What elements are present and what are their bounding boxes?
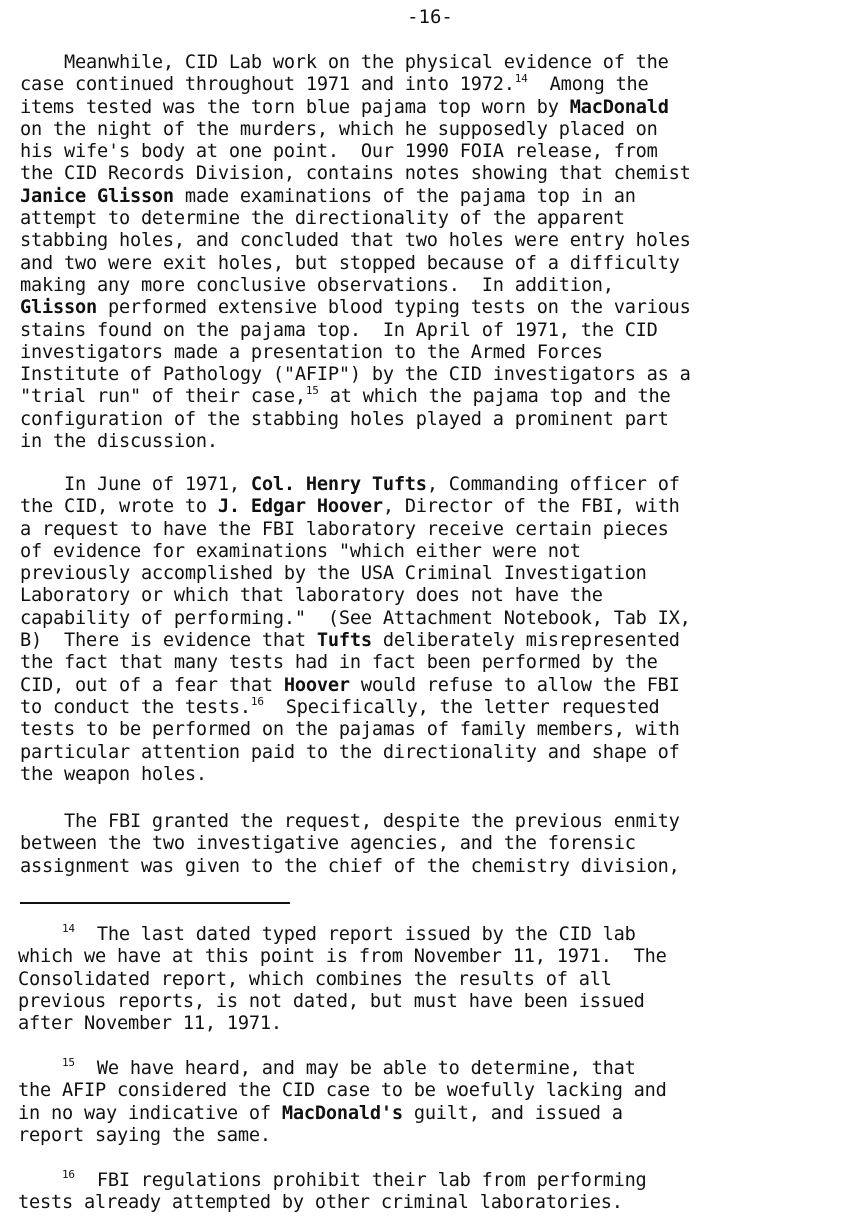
text-run: FBI regulations prohibit their lab from performing	[74, 1170, 647, 1191]
text-line	[20, 386, 850, 408]
footnote-marker: 15	[61, 1056, 75, 1069]
text-line	[18, 1192, 848, 1214]
text-line	[20, 186, 850, 208]
text-run: tests already attempted by other criminal laboratories.	[18, 1192, 623, 1214]
text-run: the CID Records Division, contains notes showing that chemist	[20, 163, 691, 185]
bold-name: Tufts	[316, 630, 372, 652]
footnote-marker: 14	[514, 72, 528, 86]
text-line	[20, 409, 850, 431]
text-run: the CID, wrote to	[20, 496, 218, 518]
text-run: performed extensive blood typing tests on the various	[96, 297, 691, 319]
text-run: previously accomplished by the USA Criminal Investigation	[20, 563, 647, 585]
text-run: "trial run" of their case,	[20, 386, 306, 408]
text-run: attempt to determine the directionality of the apparent	[20, 208, 625, 230]
bold-name: Glisson	[20, 297, 97, 319]
text-line	[20, 764, 850, 786]
paragraph-tufts-letter	[20, 474, 850, 786]
bold-name: MacDonald's	[281, 1102, 403, 1124]
text-run	[18, 1058, 62, 1079]
text-line	[20, 719, 850, 741]
text-line	[18, 1125, 848, 1147]
text-run: items tested was the torn blue pajama top worn by	[20, 96, 570, 118]
text-run: of evidence for examinations "which either were not	[20, 540, 581, 562]
text-line	[20, 253, 850, 275]
text-run: particular attention paid to the directionality and shape of	[20, 741, 680, 763]
text-run: stabbing holes, and concluded that two holes were entry holes	[20, 230, 691, 252]
text-line	[20, 496, 850, 518]
text-run: In June of 1971,	[20, 474, 251, 495]
text-line	[20, 163, 850, 185]
page-number: -16-	[407, 6, 453, 28]
text-line	[18, 1170, 848, 1192]
text-line	[20, 856, 850, 878]
text-line	[18, 1080, 848, 1102]
text-line	[20, 474, 850, 496]
text-line	[20, 541, 850, 563]
footnote-marker: 15	[305, 384, 319, 398]
text-run: in the discussion.	[20, 431, 218, 453]
text-run: between the two investigative agencies, and the forensic	[20, 833, 636, 855]
footnote-16	[18, 1170, 848, 1215]
text-line	[20, 652, 850, 674]
text-run: after November 11, 1971.	[18, 1013, 282, 1035]
text-line	[20, 364, 850, 386]
text-run: Among the	[527, 74, 649, 96]
paragraph-pajama-evidence	[20, 52, 850, 453]
text-run: Institute of Pathology ("AFIP") by the CID investigators as a	[20, 364, 691, 386]
text-line	[20, 208, 850, 230]
text-line	[18, 924, 848, 946]
text-run: at which the pajama top and the	[318, 386, 671, 408]
text-line	[18, 1013, 848, 1035]
text-run: made examinations of the pajama top in an	[173, 185, 636, 207]
text-run: CID, out of a fear that	[20, 674, 284, 696]
bold-name: Col. Henry Tufts	[250, 474, 427, 495]
text-line	[20, 694, 850, 719]
text-run: Laboratory or which that laboratory does not have the	[20, 585, 603, 607]
text-run	[18, 924, 62, 945]
text-run: on the night of the murders, which he supposedly placed on	[20, 118, 658, 140]
text-line	[20, 563, 850, 585]
text-run: , Commanding officer of	[426, 474, 680, 495]
text-run: tests to be performed on the pajamas of family members, with	[20, 719, 680, 741]
text-run: investigators made a presentation to the Armed Forces	[20, 341, 603, 363]
text-run: the fact that many tests had in fact been performed by the	[20, 652, 658, 674]
text-run: configuration of the stabbing holes played a prominent part	[20, 408, 669, 430]
text-line	[20, 119, 850, 141]
text-run: and two were exit holes, but stopped because of a difficulty	[20, 252, 680, 274]
text-line	[20, 431, 850, 453]
text-line	[20, 811, 850, 833]
text-run: previous reports, is not dated, but must have been issued	[18, 990, 645, 1012]
text-line	[20, 342, 850, 364]
text-run: in no way indicative of	[18, 1102, 282, 1124]
text-line	[18, 991, 848, 1013]
text-line	[18, 1058, 848, 1080]
text-run: Meanwhile, CID Lab work on the physical evidence of the	[20, 52, 669, 73]
footnote-marker: 16	[250, 694, 264, 708]
text-line	[20, 230, 850, 252]
text-line	[20, 52, 850, 74]
text-run: The FBI granted the request, despite the previous enmity	[20, 811, 680, 832]
footnote-divider	[20, 902, 290, 904]
text-run: report saying the same.	[18, 1124, 271, 1146]
text-run	[18, 1170, 62, 1191]
text-run: his wife's body at one point. Our 1990 FOIA release, from	[20, 141, 658, 163]
text-run: Specifically, the letter requested	[263, 696, 660, 718]
text-run: making any more conclusive observations. In addition,	[20, 274, 614, 296]
text-run: the AFIP considered the CID case to be woefully lacking and	[18, 1080, 667, 1102]
bold-name: J. Edgar Hoover	[217, 496, 383, 518]
text-line	[20, 74, 850, 96]
text-run: assignment was given to the chief of the chemistry division,	[20, 855, 680, 877]
text-run: to conduct the tests.	[20, 696, 251, 718]
text-line	[20, 320, 850, 342]
text-run: deliberately misrepresented	[371, 630, 680, 652]
text-run: the weapon holes.	[20, 763, 207, 785]
text-run: Consolidated report, which combines the results of all	[18, 968, 612, 990]
text-line	[20, 519, 850, 541]
footnote-14	[18, 924, 848, 1035]
text-run: capability of performing." (See Attachment Notebook, Tab IX,	[20, 607, 691, 629]
text-line	[20, 675, 850, 697]
text-line	[18, 946, 848, 968]
text-line	[20, 275, 850, 297]
text-run: which we have at this point is from November 11, 1971. The	[18, 946, 667, 968]
text-line	[18, 969, 848, 991]
text-run: The last dated typed report issued by the CID lab	[74, 924, 636, 945]
bold-name: MacDonald	[569, 96, 669, 118]
bold-name: Janice Glisson	[20, 185, 174, 207]
footnote-marker: 14	[61, 922, 75, 935]
footnote-15	[18, 1058, 848, 1147]
text-run: case continued throughout 1971 and into 1972.	[20, 74, 515, 96]
text-run: would refuse to allow the FBI	[349, 674, 680, 696]
text-run: We have heard, and may be able to determine, that	[74, 1058, 636, 1079]
text-line	[20, 608, 850, 630]
text-line	[20, 630, 850, 652]
text-line	[20, 297, 850, 319]
text-run: guilt, and issued a	[402, 1102, 623, 1124]
text-line	[20, 141, 850, 163]
text-run: , Director of the FBI, with	[382, 496, 680, 518]
text-line	[20, 97, 850, 119]
text-run: a request to have the FBI laboratory receive certain pieces	[20, 518, 669, 540]
bold-name: Hoover	[283, 674, 350, 696]
text-run: stains found on the pajama top. In April of 1971, the CID	[20, 319, 658, 341]
text-line	[20, 585, 850, 607]
paragraph-fbi-granted	[20, 811, 850, 878]
text-line	[20, 742, 850, 764]
text-line	[20, 833, 850, 855]
text-line	[18, 1103, 848, 1125]
text-run: B) There is evidence that	[20, 630, 317, 652]
footnote-marker: 16	[61, 1168, 75, 1181]
